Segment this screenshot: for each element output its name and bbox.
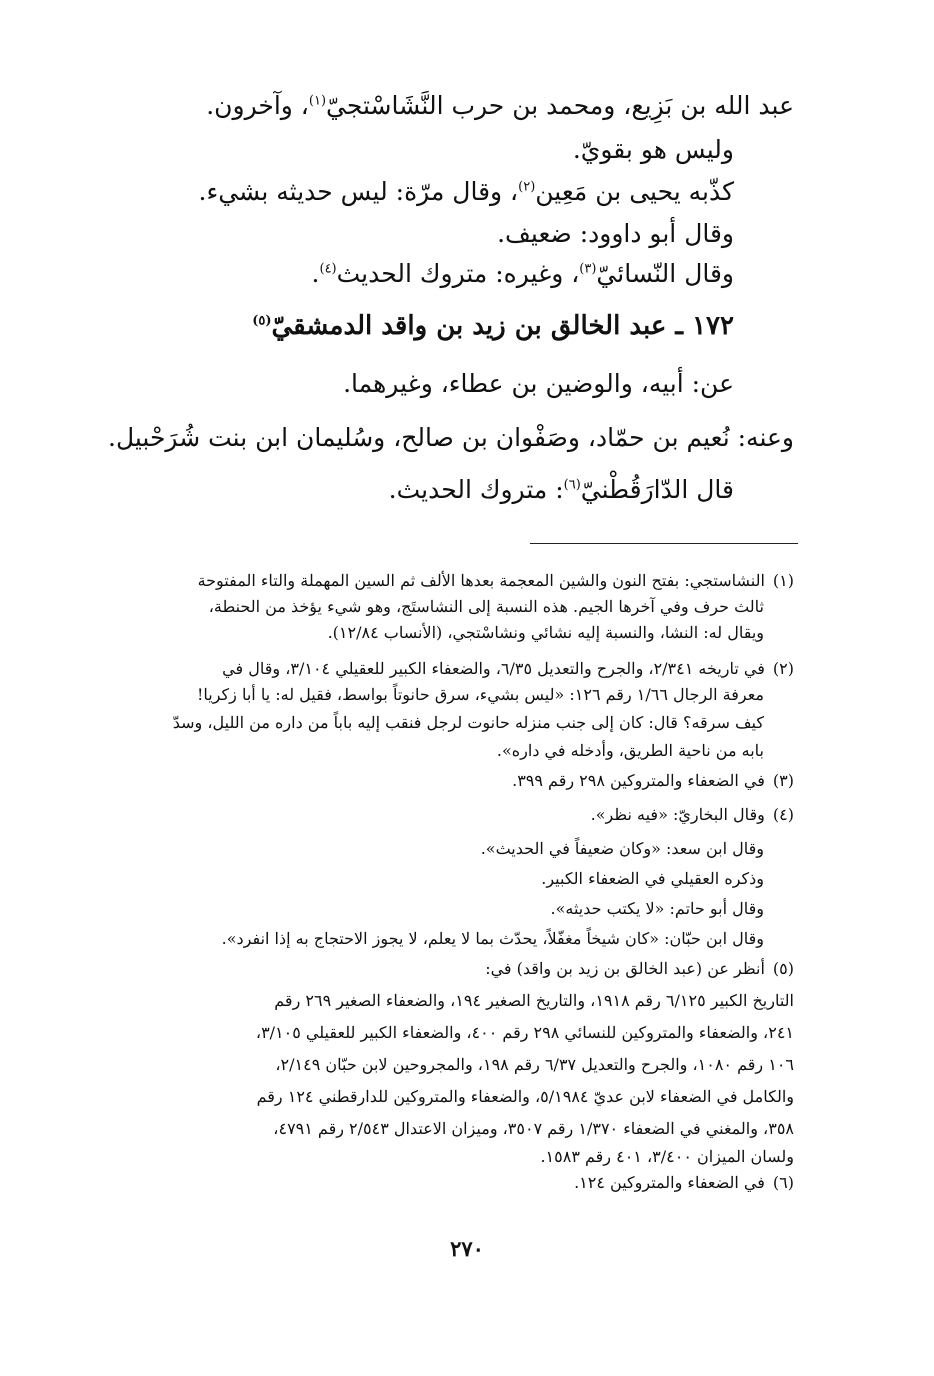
footnote-text: كيف سرقه؟ قال: كان إلى جنب منزله حانوت لرجل فنقب إليه باباً من داره من الليل، وسدّ [172, 713, 764, 732]
main-text: ، وقال مرّة: ليس حديثه بشيء. [198, 177, 519, 206]
footnote-text: ٣٥٨، والمغني في الضعفاء ١/٣٧٠ رقم ٣٥٠٧، وميزان الاعتدال ٢/٥٤٣ رقم ٤٧٩١، [273, 1119, 794, 1138]
footnote-5-cont [275, 1054, 794, 1076]
footnote-text: التاريخ الكبير ٦/١٢٥ رقم ١٩١٨، والتاريخ الصغير ١٩٤، والضعفاء الصغير ٢٦٩ رقم [274, 991, 794, 1010]
footnote-4 [591, 804, 794, 826]
footnote-4-cont [541, 868, 764, 890]
main-text: وعنه: نُعيم بن حمّاد، وصَفْوان بن صالح، وسُليمان ابن بنت شُرَحْبيل. [108, 423, 794, 452]
footnote-text: وقال ابن حبّان: «كان شيخاً مغفّلاً، يحدّث بما لا يعلم، لا يجوز الاحتجاج به إذا انفرد». [221, 929, 764, 948]
footnote-ref: (٤) [319, 261, 337, 277]
footnote-2-cont [497, 740, 764, 762]
footnote-text: وذكره العقيلي في الضعفاء الكبير. [541, 869, 764, 888]
footnote-3 [512, 770, 794, 792]
main-text: ، وآخرون. [206, 91, 309, 120]
footnote-text: ويقال له: النشا، والنسبة إليه نشائي ونشاسْتجي، (الأنساب ١٢/٨٤). [327, 623, 764, 642]
footnote-text: وقال البخاريّ: «فيه نظر». [590, 805, 765, 824]
footnote-5-cont [540, 1146, 794, 1168]
footnote-5-cont [256, 1022, 794, 1044]
footnote-5-cont [257, 1086, 794, 1108]
footnote-ref: (٥) [252, 313, 272, 329]
main-text: قال الدّارَقُطْنيّ [580, 475, 734, 504]
footnote-text: وقال ابن سعد: «وكان ضعيفاً في الحديث». [480, 839, 764, 858]
footnote-text: وقال أبو حاتم: «لا يكتب حديثه». [550, 899, 764, 918]
footnote-text: بابه من ناحية الطريق، وأدخله في داره». [496, 741, 764, 760]
footnote-2-cont [197, 684, 764, 706]
entry-heading [252, 308, 734, 344]
footnote-text: والكامل في الضعفاء لابن عديّ ٥/١٩٨٤، والضعفاء والمتروكين للدارقطني ١٢٤ رقم [256, 1087, 794, 1106]
main-line-5 [312, 256, 734, 292]
footnote-text: أنظر عن (عبد الخالق بن زيد بن واقد) في: [485, 959, 765, 978]
footnote-2-cont [173, 712, 764, 734]
footnote-number: (٤) [772, 805, 794, 824]
footnote-6 [574, 1172, 794, 1194]
main-line-1 [206, 88, 794, 124]
footnote-text: معرفة الرجال ١/٦٦ رقم ١٢٦: «ليس بشيء، سرق حانوتاً بواسط، فقيل له: يا أبا زكريا! [196, 685, 764, 704]
footnote-5-cont [274, 990, 794, 1012]
footnote-divider [530, 543, 798, 544]
footnote-5 [485, 958, 794, 980]
footnote-ref: (١) [308, 93, 327, 109]
main-line-4 [497, 216, 734, 252]
footnote-4-cont [481, 838, 764, 860]
main-line-3 [199, 174, 735, 210]
footnote-number: (٢) [772, 659, 794, 678]
main-line-9 [389, 472, 734, 508]
main-text: عن: أبيه، والوضين بن عطاء، وغيرهما. [343, 369, 734, 398]
footnote-number: (٦) [772, 1173, 794, 1192]
footnote-text: في تاريخه ٢/٣٤١، والجرح والتعديل ٦/٣٥، والضعفاء الكبير للعقيلي ٣/١٠٤، وقال في [222, 659, 765, 678]
footnote-number: (١) [772, 571, 794, 590]
main-text: عبد الله بن بَزِيع، ومحمد بن حرب النَّشَاسْتجيّ [326, 91, 794, 120]
footnote-text: ولسان الميزان ٣/٤٠٠، ٤٠١ رقم ١٥٨٣. [540, 1147, 794, 1166]
footnote-4-cont [222, 928, 764, 950]
footnote-1-cont [209, 596, 764, 618]
main-line-2 [573, 132, 734, 168]
footnote-text: ١٠٦ رقم ١٠٨٠، والجرح والتعديل ٦/٣٧ رقم ١٩٨، والمجروحين لابن حبّان ٢/١٤٩، [275, 1055, 794, 1074]
footnote-number: (٣) [772, 771, 794, 790]
footnote-text: ٢٤١، والضعفاء والمتروكين للنسائي ٢٩٨ رقم ٤٠٠، والضعفاء الكبير للعقيلي ٣/١٠٥، [255, 1023, 794, 1042]
footnote-number: (٥) [772, 959, 794, 978]
footnote-2 [222, 658, 794, 680]
main-line-7 [343, 366, 734, 402]
main-text: : متروك الحديث. [388, 475, 564, 504]
main-text: . [311, 259, 320, 288]
footnote-text: في الضعفاء والمتروكين ١٢٤. [574, 1173, 765, 1192]
footnote-1 [198, 570, 794, 592]
main-text: كذّبه يحيى بن مَعِين [535, 177, 734, 206]
footnote-ref: (٣) [579, 261, 597, 277]
footnote-ref: (٢) [518, 179, 536, 195]
footnote-ref: (٦) [563, 477, 581, 493]
footnote-text: النشاستجي: بفتح النون والشين المعجمة بعدها الألف ثم السين المهملة والتاء المفتوحة [197, 571, 765, 590]
entry-title: ١٧٢ ـ عبد الخالق بن زيد بن واقد الدمشقيّ [271, 311, 734, 341]
page-number: ٢٧٠ [450, 1236, 484, 1261]
footnote-text: في الضعفاء والمتروكين ٢٩٨ رقم ٣٩٩. [512, 771, 765, 790]
main-line-8 [108, 420, 794, 456]
footnote-1-cont [328, 622, 764, 644]
footnote-5-cont [273, 1118, 794, 1140]
main-text: وقال النّسائيّ [596, 259, 734, 288]
main-text: وليس هو بقويّ. [572, 135, 734, 164]
main-text: ، وغيره: متروك الحديث [336, 259, 580, 288]
footnote-4-cont [551, 898, 765, 920]
main-text: وقال أبو داوود: ضعيف. [497, 219, 734, 248]
footnote-text: ثالث حرف وفي آخرها الجيم. هذه النسبة إلى النشاستَج، وهو شيء يؤخذ من الحنطة، [208, 597, 764, 616]
